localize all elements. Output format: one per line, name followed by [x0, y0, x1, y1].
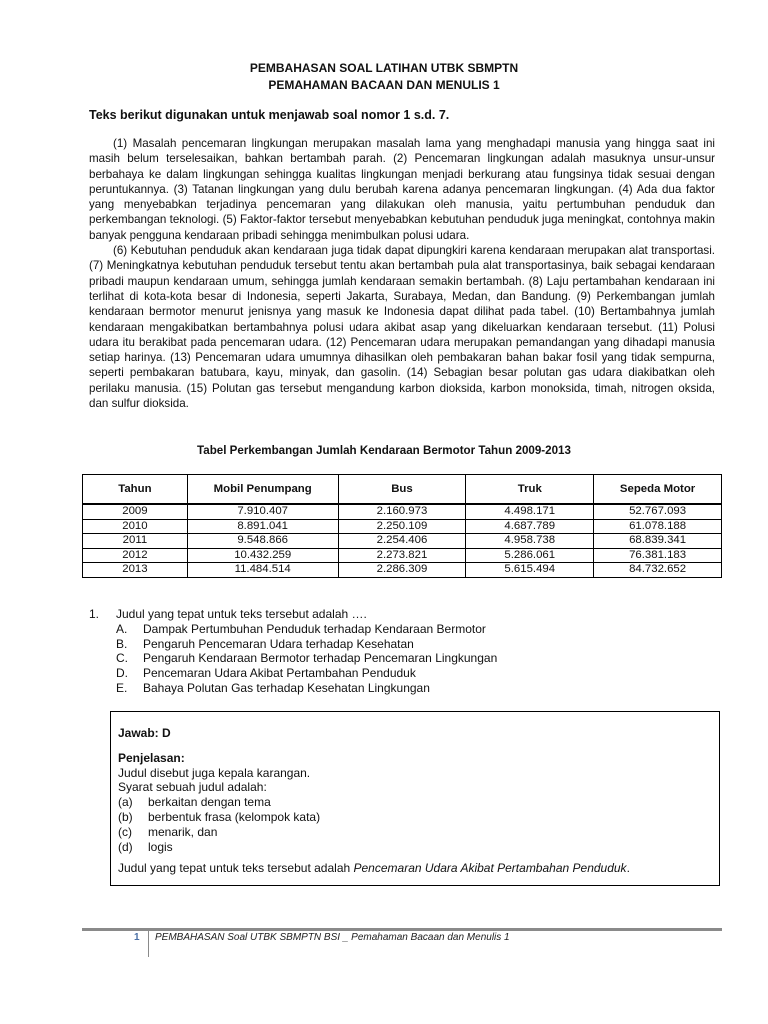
page-number: 1 [134, 932, 140, 943]
option-a [116, 622, 497, 637]
option-text: Pencemaran Udara Akibat Pertambahan Penduduk [143, 666, 416, 681]
criteria-letter: (c) [118, 824, 132, 839]
reading-passage [89, 136, 715, 411]
answer-options [116, 622, 497, 696]
criteria-letter: (d) [118, 839, 133, 854]
table-cell: 9.548.866 [187, 534, 338, 549]
explanation-label: Penjelasan: [118, 750, 185, 765]
table-cell: 68.839.341 [594, 534, 722, 549]
footer-rule [82, 928, 722, 931]
answer-key: Jawab: D [118, 726, 171, 740]
table-cell: 2.273.821 [338, 548, 466, 563]
table-cell: 52.767.093 [594, 504, 722, 519]
table-cell: 8.891.041 [187, 519, 338, 534]
explanation-line-1: Judul disebut juga kepala karangan. [118, 765, 311, 780]
criteria-text: berkaitan dengan tema [148, 795, 271, 810]
table-cell: 2013 [83, 563, 188, 578]
table-cell: 4.498.171 [466, 504, 594, 519]
footer-divider [148, 929, 149, 957]
table-header-cell: Truk [466, 475, 594, 505]
option-letter: D. [116, 666, 128, 681]
table-header-row [83, 475, 722, 505]
table-row [83, 548, 722, 563]
table-cell: 76.381.183 [594, 548, 722, 563]
table-cell: 4.958.738 [466, 534, 594, 549]
question-text: Judul yang tepat untuk teks tersebut adalah …. [116, 607, 367, 621]
option-e [116, 681, 497, 696]
option-letter: E. [116, 680, 128, 695]
criteria-letter: (a) [118, 795, 133, 810]
title-criteria-list [118, 795, 711, 854]
document-title-line2: PEMAHAMAN BACAAN DAN MENULIS 1 [268, 78, 500, 92]
table-cell: 84.732.652 [594, 563, 722, 578]
table-header-cell: Mobil Penumpang [187, 475, 338, 505]
table-cell: 2.250.109 [338, 519, 466, 534]
list-item [118, 840, 711, 855]
table-row [83, 563, 722, 578]
explanation-conclusion [118, 861, 711, 876]
passage-intro: Teks berikut digunakan untuk menjawab soal nomor 1 s.d. 7. [89, 108, 450, 122]
list-item [118, 825, 711, 840]
table-cell: 2009 [83, 504, 188, 519]
table-cell: 2012 [83, 548, 188, 563]
vehicle-data-table [82, 474, 722, 578]
table-cell: 61.078.188 [594, 519, 722, 534]
table-cell: 5.286.061 [466, 548, 594, 563]
table-cell: 10.432.259 [187, 548, 338, 563]
table-cell: 2.286.309 [338, 563, 466, 578]
table-row [83, 534, 722, 549]
conclusion-prefix: Judul yang tepat untuk teks tersebut adalah [118, 861, 354, 876]
criteria-text: menarik, dan [148, 824, 218, 839]
option-d [116, 666, 497, 681]
table-cell: 5.615.494 [466, 563, 594, 578]
answer-explanation-box [110, 711, 720, 886]
question-1 [89, 607, 497, 696]
table-cell: 4.687.789 [466, 519, 594, 534]
option-letter: C. [116, 651, 128, 666]
table-header-cell: Tahun [83, 475, 188, 505]
conclusion-title: Pencemaran Udara Akibat Pertambahan Penduduk [353, 861, 627, 876]
table-cell: 2010 [83, 519, 188, 534]
table-title: Tabel Perkembangan Jumlah Kendaraan Bermotor Tahun 2009-2013 [197, 444, 571, 457]
question-number: 1. [89, 607, 100, 621]
option-text: Pengaruh Pencemaran Udara terhadap Kesehatan [143, 636, 414, 651]
table-cell: 11.484.514 [187, 563, 338, 578]
passage-paragraph-1: (1) Masalah pencemaran lingkungan merupakan masalah lama yang menghadapi manusia yang hingga saat ini masih belum terselesaikan, bahkan bertambah parah. (2) Pencemaran lingkungan adalah masuknya unsur-unsur berbahaya ke dalam lingkungan sehingga kualitas lingkungan menjadi berkurang atau fungsinya tidak sesuai dengan peruntukannya. (3) Tatanan lingkungan yang dulu berubah karena adanya pencemaran lingkungan. (4) Ada dua faktor yang menyebabkan terjadinya pencemaran yang dilakukan oleh manusia, yaitu pertumbuhan penduduk dan perkembangan teknologi. (5) Faktor-faktor tersebut menyebabkan kebutuhan penduduk juga meningkat, contohnya makin banyak pengguna kendaraan pribadi sehingga menimbulkan polusi udara. [89, 137, 715, 242]
criteria-text: logis [148, 839, 173, 854]
table-header-cell: Sepeda Motor [594, 475, 722, 505]
explanation-line-2: Syarat sebuah judul adalah: [118, 780, 267, 795]
table-cell: 2.160.973 [338, 504, 466, 519]
criteria-text: berbentuk frasa (kelompok kata) [148, 809, 321, 824]
criteria-letter: (b) [118, 809, 133, 824]
footer-text: PEMBAHASAN Soal UTBK SBMPTN BSI _ Pemahaman Bacaan dan Menulis 1 [155, 932, 510, 943]
document-title-line1: PEMBAHASAN SOAL LATIHAN UTBK SBMPTN [249, 61, 519, 75]
conclusion-suffix: . [626, 861, 630, 876]
table-row [83, 504, 722, 519]
option-c [116, 651, 497, 666]
table-header-cell: Bus [338, 475, 466, 505]
option-letter: A. [116, 621, 128, 636]
passage-paragraph-2: (6) Kebutuhan penduduk akan kendaraan juga tidak dapat dipungkiri karena kendaraan merupakan alat transportasi. (7) Meningkatnya kebutuhan penduduk tersebut tentu akan bertambah pula alat transportasinya, baik sebagai kendaraan pribadi maupun kendaraan umum, sehingga jumlah kendaraan semakin bertambah. (8) Laju pertambahan kendaraan ini terlihat di kota-kota besar di Indonesia, seperti Jakarta, Surabaya, Medan, dan Bandung. (9) Perkembangan jumlah kendaraan bermotor menurut jenisnya yang masuk ke Indonesia dapat dilihat pada tabel. (10) Bertambahnya jumlah kendaraan mengakibatkan bertambahnya polusi udara akibat asap yang dikeluarkan kendaraan tersebut. (11) Polusi udara itu berakibat pada pencemaran udara. (12) Pencemaran udara merupakan pemandangan yang dihadapi manusia setiap harinya. (13) Pencemaran udara umumnya dihasilkan oleh pembakaran bahan bakar fosil yang tidak sempurna, seperti pembakaran batubara, kayu, minyak, dan gasolin. (14) Sebagian besar polutan gas udara diakibatkan oleh perilaku manusia. (15) Polutan gas tersebut mengandung karbon dioksida, karbon monoksida, timah, nitrogen oksida, dan sulfur dioksida. [89, 244, 715, 411]
option-b [116, 637, 497, 652]
option-text: Pengaruh Kendaraan Bermotor terhadap Pencemaran Lingkungan [143, 651, 498, 666]
table-row [83, 519, 722, 534]
list-item [118, 795, 711, 810]
table-cell: 2011 [83, 534, 188, 549]
list-item [118, 810, 711, 825]
table-cell: 2.254.406 [338, 534, 466, 549]
option-letter: B. [116, 636, 128, 651]
option-text: Bahaya Polutan Gas terhadap Kesehatan Lingkungan [143, 680, 430, 695]
option-text: Dampak Pertumbuhan Penduduk terhadap Kendaraan Bermotor [143, 621, 486, 636]
table-cell: 7.910.407 [187, 504, 338, 519]
